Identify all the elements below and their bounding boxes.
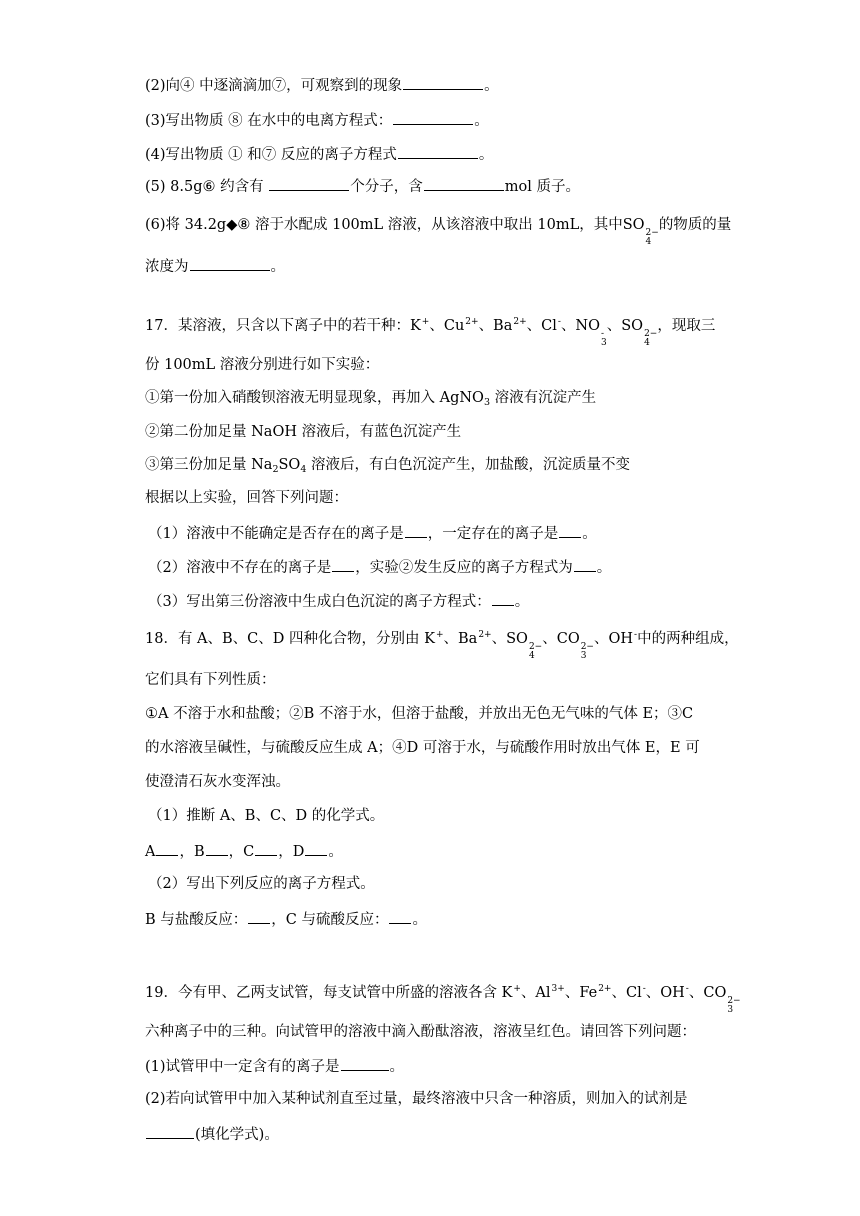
answer-blank[interactable]: [574, 557, 596, 572]
q16-part6-cont: 浓度为 。: [145, 256, 285, 276]
q18-answers: A ，B ，C ，D 。: [145, 841, 343, 861]
q16-part3: (3)写出物质 ⑧ 在水中的电离方程式： 。: [145, 110, 489, 130]
q18-sub2: （2）写出下列反应的离子方程式。: [148, 876, 375, 892]
replacement-glyph: ◆: [226, 217, 238, 233]
q17-prompt: 根据以上实验，回答下列问题：: [145, 490, 348, 506]
answer-blank[interactable]: [255, 841, 277, 856]
answer-blank[interactable]: [405, 523, 427, 538]
answer-blank[interactable]: [248, 909, 270, 924]
answer-blank[interactable]: [190, 256, 270, 271]
answer-blank[interactable]: [403, 75, 483, 90]
q16-part2: (2)向④ 中逐滴滴加⑦，可观察到的现象 。: [145, 75, 499, 95]
q18-sub1: （1）推断 A、B、C、D 的化学式。: [148, 808, 385, 824]
answer-blank[interactable]: [389, 909, 411, 924]
q17-stem-cont: 份 100mL 溶液分别进行如下实验：: [145, 357, 380, 373]
q19-stem-cont: 六种离子中的三种。向试管甲的溶液中滴入酚酞溶液，溶液呈红色。请回答下列问题：: [145, 1024, 696, 1040]
answer-blank[interactable]: [341, 1056, 389, 1071]
answer-blank[interactable]: [492, 591, 514, 606]
answer-blank[interactable]: [559, 523, 581, 538]
q18-props3: 使澄清石灰水变浑浊。: [145, 774, 290, 790]
q19-stem: 19．今有甲、乙两支试管，每支试管中所盛的溶液各含 K+、$Al^{3+}$、$Fe^{2+}$、Cl-、OH-、CO 2− 3: [145, 984, 741, 1015]
q17-stem: 17．某溶液，只含以下离子中的若干种：K+、$Cu^{2+}$、$Ba^{2+}$、Cl-、NO - 3 、SO 2− 4 ，现取三: [145, 317, 716, 348]
q17-sub2: （2）溶液中不存在的离子是 ，实验②发生反应的离子方程式为 。: [148, 557, 611, 577]
answer-blank[interactable]: [398, 144, 478, 159]
answer-blank[interactable]: [269, 176, 349, 191]
answer-blank[interactable]: [305, 841, 327, 856]
q16-part6: (6)将 34.2g◆⑧ 溶于水配成 100mL 溶液，从该溶液中取出 10mL，其中SO 2− 4 的物质的量: [145, 217, 732, 247]
q17-exp3: ③第三份加足量 $Na_2SO_4$ 溶液后，有白色沉淀产生，加盐酸，沉淀质量不变: [145, 457, 630, 475]
answer-blank[interactable]: [156, 841, 178, 856]
answer-blank[interactable]: [424, 176, 504, 191]
answer-blank[interactable]: [146, 1124, 194, 1139]
q16-part4: (4)写出物质 ① 和⑦ 反应的离子方程式 。: [145, 144, 493, 164]
answer-blank[interactable]: [393, 110, 473, 125]
q18-props2: 的水溶液呈碱性，与硫酸反应生成 A；④D 可溶于水，与硫酸作用时放出气体 E，E 可: [145, 740, 700, 756]
q16-part5: (5) 8.5g⑥ 约含有 个分子，含 mol 质子。: [145, 176, 580, 196]
q18-stem: 18．有 A、B、C、D 四种化合物，分别由 K+、$Ba^{2+}$、SO 2− 4 、CO 2− 3 、OH-中的两种组成，: [145, 630, 739, 661]
answer-blank[interactable]: [332, 557, 354, 572]
q18-equations: B 与盐酸反应： ，C 与硫酸反应： 。: [145, 909, 427, 929]
q17-sub1: （1）溶液中不能确定是否存在的离子是 ，一定存在的离子是 。: [148, 523, 597, 543]
answer-blank[interactable]: [206, 841, 228, 856]
q19-sub1: (1)试管甲中一定含有的离子是 。: [145, 1056, 404, 1076]
q18-stem-cont: 它们具有下列性质：: [145, 672, 276, 688]
q19-sub2: (2)若向试管甲中加入某种试剂直至过量，最终溶液中只含一种溶质，则加入的试剂是: [145, 1091, 688, 1107]
q17-exp2: ②第二份加足量 NaOH 溶液后，有蓝色沉淀产生: [145, 424, 462, 440]
q19-sub2-cont: (填化学式)。: [145, 1124, 279, 1144]
q17-sub3: （3）写出第三份溶液中生成白色沉淀的离子方程式： 。: [148, 591, 529, 611]
q17-exp1: ①第一份加入硝酸钡溶液无明显现象，再加入 AgNO$_3$ 溶液有沉淀产生: [145, 390, 597, 408]
q18-props1: ①A 不溶于水和盐酸；②B 不溶于水，但溶于盐酸，并放出无色无气味的气体 E；③C: [145, 706, 694, 722]
